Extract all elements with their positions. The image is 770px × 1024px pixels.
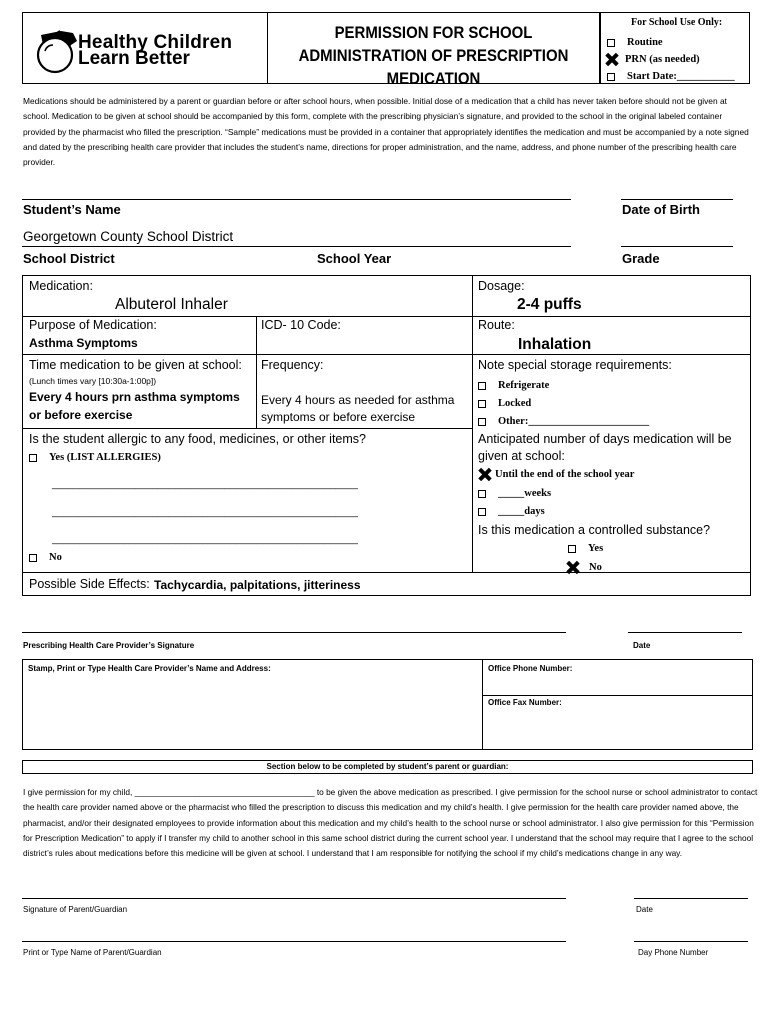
time-value-1[interactable]: Every 4 hours prn asthma symptoms — [29, 390, 240, 404]
other-storage-checkbox[interactable] — [478, 418, 486, 426]
school-use-title: For School Use Only: — [631, 17, 723, 28]
grade-label: Grade — [622, 251, 660, 266]
dob-line[interactable] — [621, 199, 733, 200]
routine-checkbox[interactable] — [607, 39, 615, 47]
allergy-line-2[interactable]: _______________________________________________________ — [52, 507, 358, 518]
purpose-label: Purpose of Medication: — [29, 318, 157, 332]
student-name-label: Student’s Name — [23, 202, 121, 217]
time-note: (Lunch times vary [10:30a-1:00p]) — [29, 376, 157, 386]
refrigerate-label: Refrigerate — [498, 380, 550, 391]
dob-label: Date of Birth — [622, 202, 700, 217]
allergy-no-label: No — [49, 552, 62, 563]
locked-checkbox[interactable] — [478, 400, 486, 408]
parent-print-name-label: Print or Type Name of Parent/Guardian — [23, 948, 162, 957]
frequency-value-1[interactable]: Every 4 hours as needed for asthma — [261, 393, 455, 407]
controlled-yes-label: Yes — [588, 543, 604, 554]
medication-label: Medication: — [29, 279, 93, 293]
allergy-line-1[interactable]: _______________________________________________________ — [52, 479, 358, 490]
frequency-label: Frequency: — [261, 358, 324, 372]
prn-label: PRN (as needed) — [625, 53, 700, 65]
district-line — [22, 246, 571, 247]
stamp-label: Stamp, Print or Type Health Care Provider’s Name and Address: — [28, 664, 271, 673]
days-label-2: given at school: — [478, 449, 565, 463]
storage-label: Note special storage requirements: — [478, 358, 672, 372]
prn-checked-mark-icon[interactable] — [605, 53, 618, 66]
purpose-value[interactable]: Asthma Symptoms — [29, 336, 138, 350]
intro-paragraph: Medications should be administered by a parent or guardian before or after school hours, when possible. Initial dose of a medication that a child has never taken before should not be given at school. Medication to be given at school should be accompanied by this form, complete with the prescribing physician’s signature, and provided to the school in the original labeled container provided by the pharmacist who filled the prescription. “Sample” medications must be provided in a container that appropriately identifies the medication and must be accompanied by a note signed and dated by the prescribing health care provider that includes the student’s name, directions for proper administration, and the name, address, and phone number of the prescribing health care provider. — [23, 96, 749, 168]
parent-signature-line[interactable] — [22, 898, 566, 899]
locked-label: Locked — [498, 398, 532, 409]
parent-signature-label: Signature of Parent/Guardian — [23, 905, 128, 914]
controlled-label: Is this medication a controlled substance? — [478, 523, 711, 537]
allergy-label: Is the student allergic to any food, medicines, or other items? — [29, 432, 366, 446]
provider-signature-line[interactable] — [22, 632, 566, 633]
grade-line[interactable] — [621, 246, 733, 247]
permission-paragraph: I give permission for my child, _______________________________________ to be given the above medication as prescribed. I give permission for the school nurse or school administrator to contact the health care provider named above or the pharmacist who filled the prescription to discuss this medication and my child’s health. I give permission for the health care provider named above, the pharmacist, and/or their designated employees to provide information about this medication and my child’s health to the school nurse or school administrator. I also give permission for this “Permission for Prescription Medication” to apply if I transfer my child to another school in this same school district during the current school year. I understand that the school may require that I agree to the school district’s rules about medications before this medicine will be given at school. I understand that I am responsible for notifying the school if my child’s medications change in any way. — [23, 787, 758, 859]
parent-section-header: Section below to be completed by student’s parent or guardian: — [22, 760, 753, 774]
days-checkbox[interactable] — [478, 508, 486, 516]
allergy-yes-label: Yes (LIST ALLERGIES) — [49, 452, 161, 463]
apple-logo-icon — [31, 21, 81, 75]
parent-print-name-line[interactable] — [22, 941, 566, 942]
school-year-label: School Year — [317, 251, 392, 266]
weeks-label: _____weeks — [498, 488, 552, 499]
until-end-label: Until the end of the school year — [495, 468, 635, 480]
logo-line2: Learn Better — [78, 48, 190, 69]
time-value-2[interactable]: or before exercise — [29, 408, 133, 422]
medication-value[interactable]: Albuterol Inhaler — [115, 296, 228, 313]
title-line-2: ADMINISTRATION OF PRESCRIPTION — [298, 46, 569, 65]
office-fax-label: Office Fax Number: — [488, 698, 562, 707]
start-date-checkbox[interactable] — [607, 73, 615, 81]
controlled-no-checked-mark-icon[interactable] — [566, 561, 579, 574]
days-count-label: _____days — [498, 506, 545, 517]
logo-line1: Healthy Children — [78, 32, 233, 53]
day-phone-label: Day Phone Number — [638, 948, 709, 957]
routine-label: Routine — [627, 37, 663, 48]
dosage-value[interactable]: 2-4 puffs — [517, 296, 582, 313]
provider-date-label: Date — [633, 641, 651, 650]
dosage-label: Dosage: — [478, 279, 525, 293]
title-line-1: PERMISSION FOR SCHOOL — [334, 23, 533, 42]
medication-grid — [22, 275, 751, 596]
other-storage-label: Other:_______________________ — [498, 416, 650, 427]
school-use-box — [600, 12, 750, 84]
controlled-yes-checkbox[interactable] — [568, 545, 576, 553]
until-end-checked-mark-icon[interactable] — [478, 468, 491, 481]
parent-date-line[interactable] — [634, 898, 748, 899]
route-label: Route: — [478, 318, 515, 332]
office-phone-label: Office Phone Number: — [488, 664, 573, 673]
side-effects-value[interactable]: Tachycardia, palpitations, jitteriness — [154, 578, 361, 592]
route-value[interactable]: Inhalation — [518, 336, 592, 353]
school-district-value[interactable]: Georgetown County School District — [23, 229, 234, 244]
provider-date-line[interactable] — [628, 632, 742, 633]
time-label: Time medication to be given at school: — [29, 358, 242, 372]
allergy-yes-checkbox[interactable] — [29, 454, 37, 462]
day-phone-line[interactable] — [634, 941, 748, 942]
controlled-no-label: No — [589, 561, 602, 573]
parent-date-label: Date — [636, 905, 653, 914]
form-title — [268, 12, 600, 88]
title-line-3: MEDICATION — [386, 69, 481, 88]
start-date-label: Start Date:___________ — [627, 71, 735, 82]
frequency-value-2[interactable]: symptoms or before exercise — [261, 410, 416, 424]
provider-info-box — [22, 659, 753, 750]
days-label-1: Anticipated number of days medication will be — [478, 432, 732, 446]
student-name-line[interactable] — [22, 199, 571, 200]
allergy-line-3[interactable]: _______________________________________________________ — [52, 534, 358, 545]
school-district-label: School District — [23, 251, 115, 266]
refrigerate-checkbox[interactable] — [478, 382, 486, 390]
icd-label: ICD- 10 Code: — [261, 318, 341, 332]
provider-signature-label: Prescribing Health Care Provider’s Signature — [23, 641, 195, 650]
weeks-checkbox[interactable] — [478, 490, 486, 498]
allergy-no-checkbox[interactable] — [29, 554, 37, 562]
side-effects-label: Possible Side Effects: — [29, 577, 150, 591]
